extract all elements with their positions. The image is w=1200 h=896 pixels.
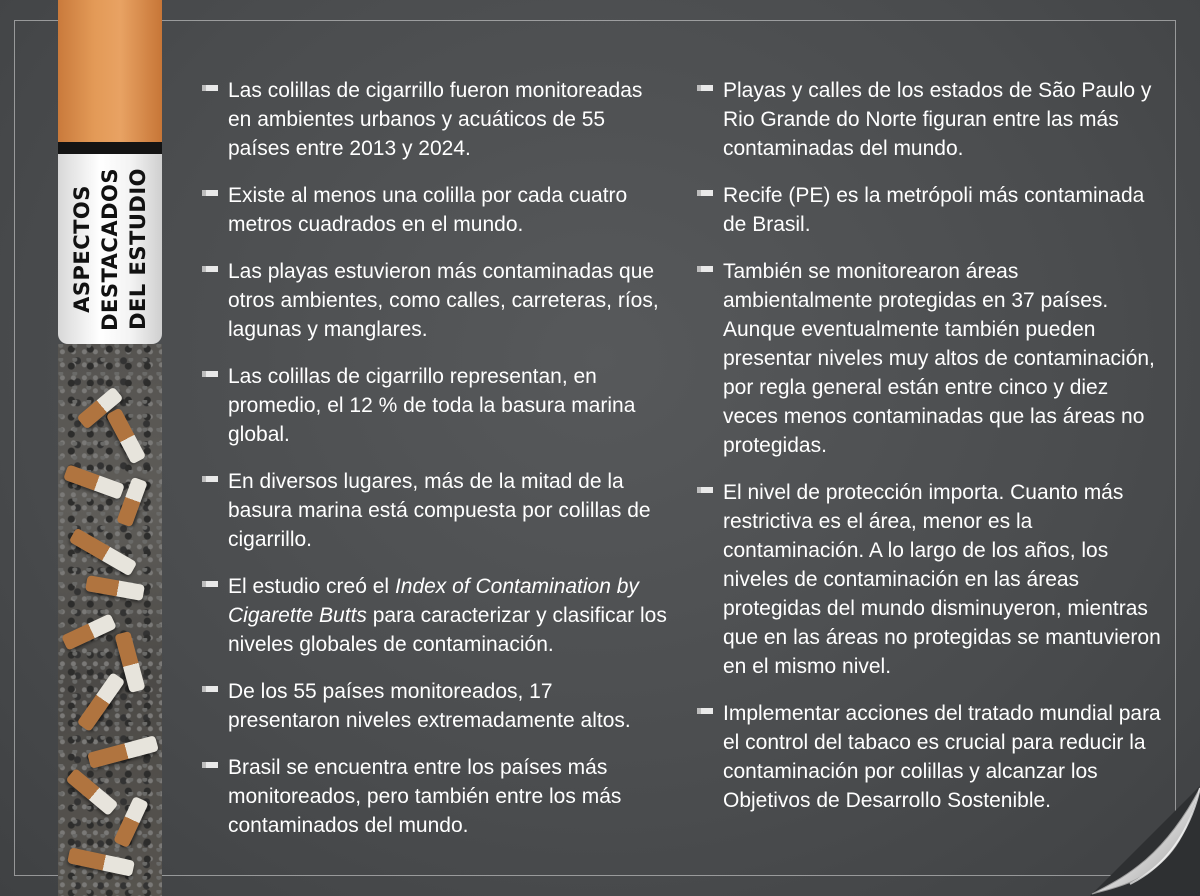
cigarette-icon — [697, 190, 713, 196]
cigarette-filter-band — [58, 142, 162, 154]
list-item — [695, 181, 1165, 239]
cigarette-butt-image — [67, 847, 135, 876]
list-item — [200, 257, 670, 344]
text-segment: El estudio creó el — [228, 575, 395, 598]
list-item-text: Brasil se encuentra entre los países más monitoreados, pero también entre los más contaminados del mundo. — [228, 756, 622, 837]
cigarette-butt-image — [77, 672, 126, 732]
list-item-text: Implementar acciones del tratado mundial para el control del tabaco es crucial para reducir la contaminación por colillas y alcanzar los Objetivos de Desarrollo Sostenible. — [723, 702, 1161, 812]
cigarette-icon — [202, 371, 218, 377]
cigarette-filter — [58, 0, 162, 142]
cigarette-butt-image — [61, 613, 117, 650]
list-item-text: También se monitorearon áreas ambientalmente protegidas en 37 países. Aunque eventualmente también pueden presentar niveles muy altos de contaminación, por regla general están entre cinco y diez veces menos contaminadas que las áreas no protegidas. — [723, 260, 1155, 457]
cigarette-icon — [202, 762, 218, 768]
list-item — [200, 467, 670, 554]
list-item-text: Las colillas de cigarrillo representan, en promedio, el 12 % de toda la basura marina global. — [228, 365, 636, 446]
cigarette-banner — [58, 0, 162, 896]
cigarette-icon — [697, 85, 713, 91]
cigarette-icon — [202, 85, 218, 91]
sidebar-title: ASPECTOS DESTACADOS DEL ESTUDIO — [70, 167, 150, 331]
cigarette-butt-image — [113, 796, 149, 848]
cigarette-icon — [202, 190, 218, 196]
list-item-text: Recife (PE) es la metrópoli más contaminada de Brasil. — [723, 184, 1145, 236]
right-column — [695, 76, 1165, 815]
list-item — [200, 753, 670, 840]
page-curl-icon — [1070, 786, 1200, 896]
list-item-text: Existe al menos una colilla por cada cuatro metros cuadrados en el mundo. — [228, 184, 628, 236]
cigarette-icon — [202, 686, 218, 692]
cigarette-icon — [697, 708, 713, 714]
cigarette-butt-image — [69, 528, 138, 577]
cigarette-butts-photo — [58, 344, 162, 896]
list-item — [695, 478, 1165, 681]
cigarette-icon — [202, 476, 218, 482]
list-item — [200, 677, 670, 735]
cigarette-butt-image — [106, 408, 146, 465]
cigarette-icon — [697, 266, 713, 272]
list-item-text: Playas y calles de los estados de São Paulo y Rio Grande do Norte figuran entre las más contaminadas del mundo. — [723, 79, 1152, 160]
cigarette-icon — [697, 487, 713, 493]
list-item-text: En diversos lugares, más de la mitad de la basura marina está compuesta por colillas de cigarrillo. — [228, 470, 651, 551]
list-item — [695, 257, 1165, 460]
index-name: Index of Contamination by Cigarette Butts — [228, 575, 639, 627]
list-item — [200, 362, 670, 449]
left-column — [200, 76, 670, 840]
cigarette-butt-image — [63, 464, 125, 500]
list-item — [200, 572, 670, 659]
list-item-text: El nivel de protección importa. Cuanto más restrictiva es el área, menor es la contaminación. A lo largo de los años, los niveles de contaminación en las áreas protegidas del mundo disminuyeron, mientras que en las áreas no protegidas se mantuvieron en el mismo nivel. — [723, 481, 1161, 678]
list-item — [695, 76, 1165, 163]
cigarette-butt-image — [65, 768, 118, 816]
list-item-text — [228, 572, 670, 659]
cigarette-icon — [202, 581, 218, 587]
cigarette-butt-image — [85, 575, 145, 601]
list-item-text: De los 55 países monitoreados, 17 presentaron niveles extremadamente altos. — [228, 680, 631, 732]
list-item — [200, 76, 670, 163]
cigarette-butt-image — [87, 735, 159, 769]
text-segment: para caracterizar y clasificar los niveles globales de contaminación. — [228, 604, 667, 656]
cigarette-icon — [202, 266, 218, 272]
sidebar-title-wrapper — [58, 154, 162, 344]
list-item-text: Las playas estuvieron más contaminadas que otros ambientes, como calles, carreteras, ríos, lagunas y manglares. — [228, 260, 659, 341]
list-item — [200, 181, 670, 239]
list-item-text: Las colillas de cigarrillo fueron monitoreadas en ambientes urbanos y acuáticos de 55 países entre 2013 y 2024. — [228, 79, 643, 160]
